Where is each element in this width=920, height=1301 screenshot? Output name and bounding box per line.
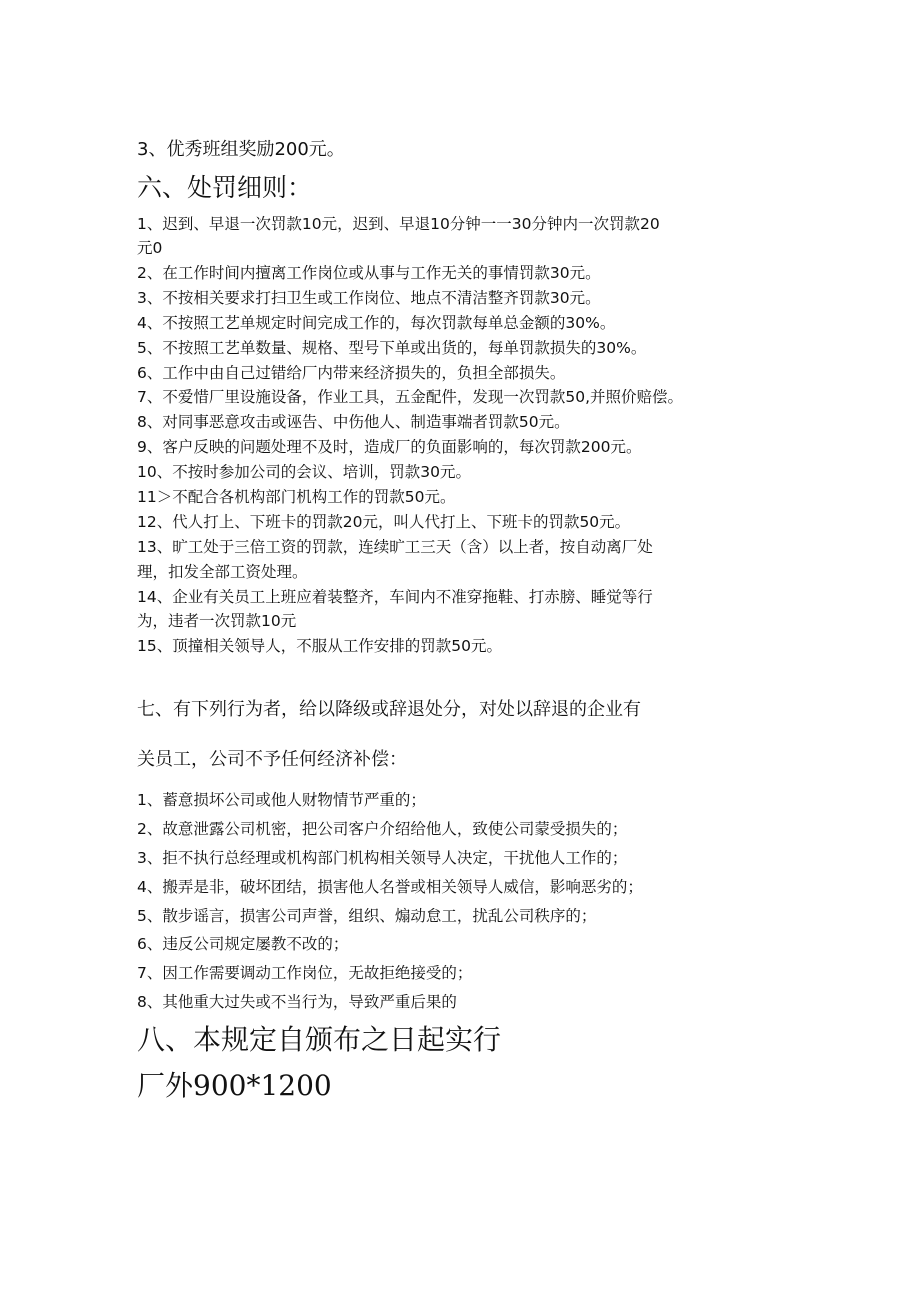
dismissal-item: 4、搬弄是非，破坏团结，损害他人名誉或相关领导人威信，影响恶劣的； — [137, 878, 643, 896]
penalty-line: 2、在工作时间内擅离工作岗位或从事与工作无关的事情罚款30元。 — [137, 264, 601, 282]
penalty-line: 8、对同事恶意攻击或诬告、中伤他人、制造事端者罚款50元。 — [137, 413, 570, 431]
penalty-line: 7、不爱惜厂里设施设备，作业工具，五金配件，发现一次罚款50,并照价赔偿。 — [137, 388, 684, 406]
dismissal-item: 2、故意泄露公司机密，把公司客户介绍给他人，致使公司蒙受损失的； — [137, 820, 628, 838]
penalty-line: 13、旷工处于三倍工资的罚款，连续旷工三天（含）以上者，按自动离厂处 — [137, 538, 653, 556]
dismissal-item: 1、蓄意损坏公司或他人财物情节严重的； — [137, 791, 426, 809]
section-7-heading: 七、有下列行为者，给以降级或辞退处分，对处以辞退的企业有 — [137, 699, 641, 720]
penalty-line: 1、迟到、早退一次罚款10元，迟到、早退10分钟一一30分钟内一次罚款20 — [137, 215, 660, 233]
dismissal-item: 8、其他重大过失或不当行为，导致严重后果的 — [137, 993, 457, 1011]
footer-size-note: 厂外900*1200 — [137, 1069, 332, 1102]
dismissal-item: 7、因工作需要调动工作岗位，无故拒绝接受的； — [137, 964, 473, 982]
penalty-line: 14、企业有关员工上班应着装整齐，车间内不准穿拖鞋、打赤膀、睡觉等行 — [137, 588, 653, 606]
penalty-line: 3、不按相关要求打扫卫生或工作岗位、地点不清洁整齐罚款30元。 — [137, 289, 601, 307]
penalty-line: 理，扣发全部工资处理。 — [137, 563, 308, 581]
award-item: 3、优秀班组奖励200元。 — [137, 139, 345, 160]
penalty-line: 12、代人打上、下班卡的罚款20元，叫人代打上、下班卡的罚款50元。 — [137, 513, 631, 531]
penalty-line: 元0 — [137, 239, 163, 257]
penalty-line: 15、顶撞相关领导人，不服从工作安排的罚款50元。 — [137, 637, 502, 655]
penalty-line: 10、不按时参加公司的会议、培训，罚款30元。 — [137, 463, 471, 481]
dismissal-item: 5、散步谣言，损害公司声誉，组织、煽动怠工，扰乱公司秩序的； — [137, 907, 597, 925]
section-6-heading: 六、处罚细则： — [137, 173, 313, 202]
penalty-line: 为，违者一次罚款10元 — [137, 612, 297, 630]
penalty-line: 6、工作中由自己过错给厂内带来经济损失的，负担全部损失。 — [137, 364, 566, 382]
penalty-line: 9、客户反映的问题处理不及时，造成厂的负面影响的，每次罚款200元。 — [137, 438, 642, 456]
penalty-line: 11＞不配合各机构部门机构工作的罚款50元。 — [137, 488, 456, 506]
section-8-heading: 八、本规定自颁布之日起实行 — [137, 1023, 502, 1056]
penalty-line: 4、不按照工艺单规定时间完成工作的，每次罚款每单总金额的30%。 — [137, 314, 616, 332]
section-7-heading-cont: 关员工，公司不予任何经济补偿： — [137, 749, 407, 770]
dismissal-item: 3、拒不执行总经理或机构部门机构相关领导人决定，干扰他人工作的； — [137, 849, 628, 867]
penalty-line: 5、不按照工艺单数量、规格、型号下单或出货的，每单罚款损失的30%。 — [137, 339, 647, 357]
dismissal-item: 6、违反公司规定屡教不改的； — [137, 935, 349, 953]
